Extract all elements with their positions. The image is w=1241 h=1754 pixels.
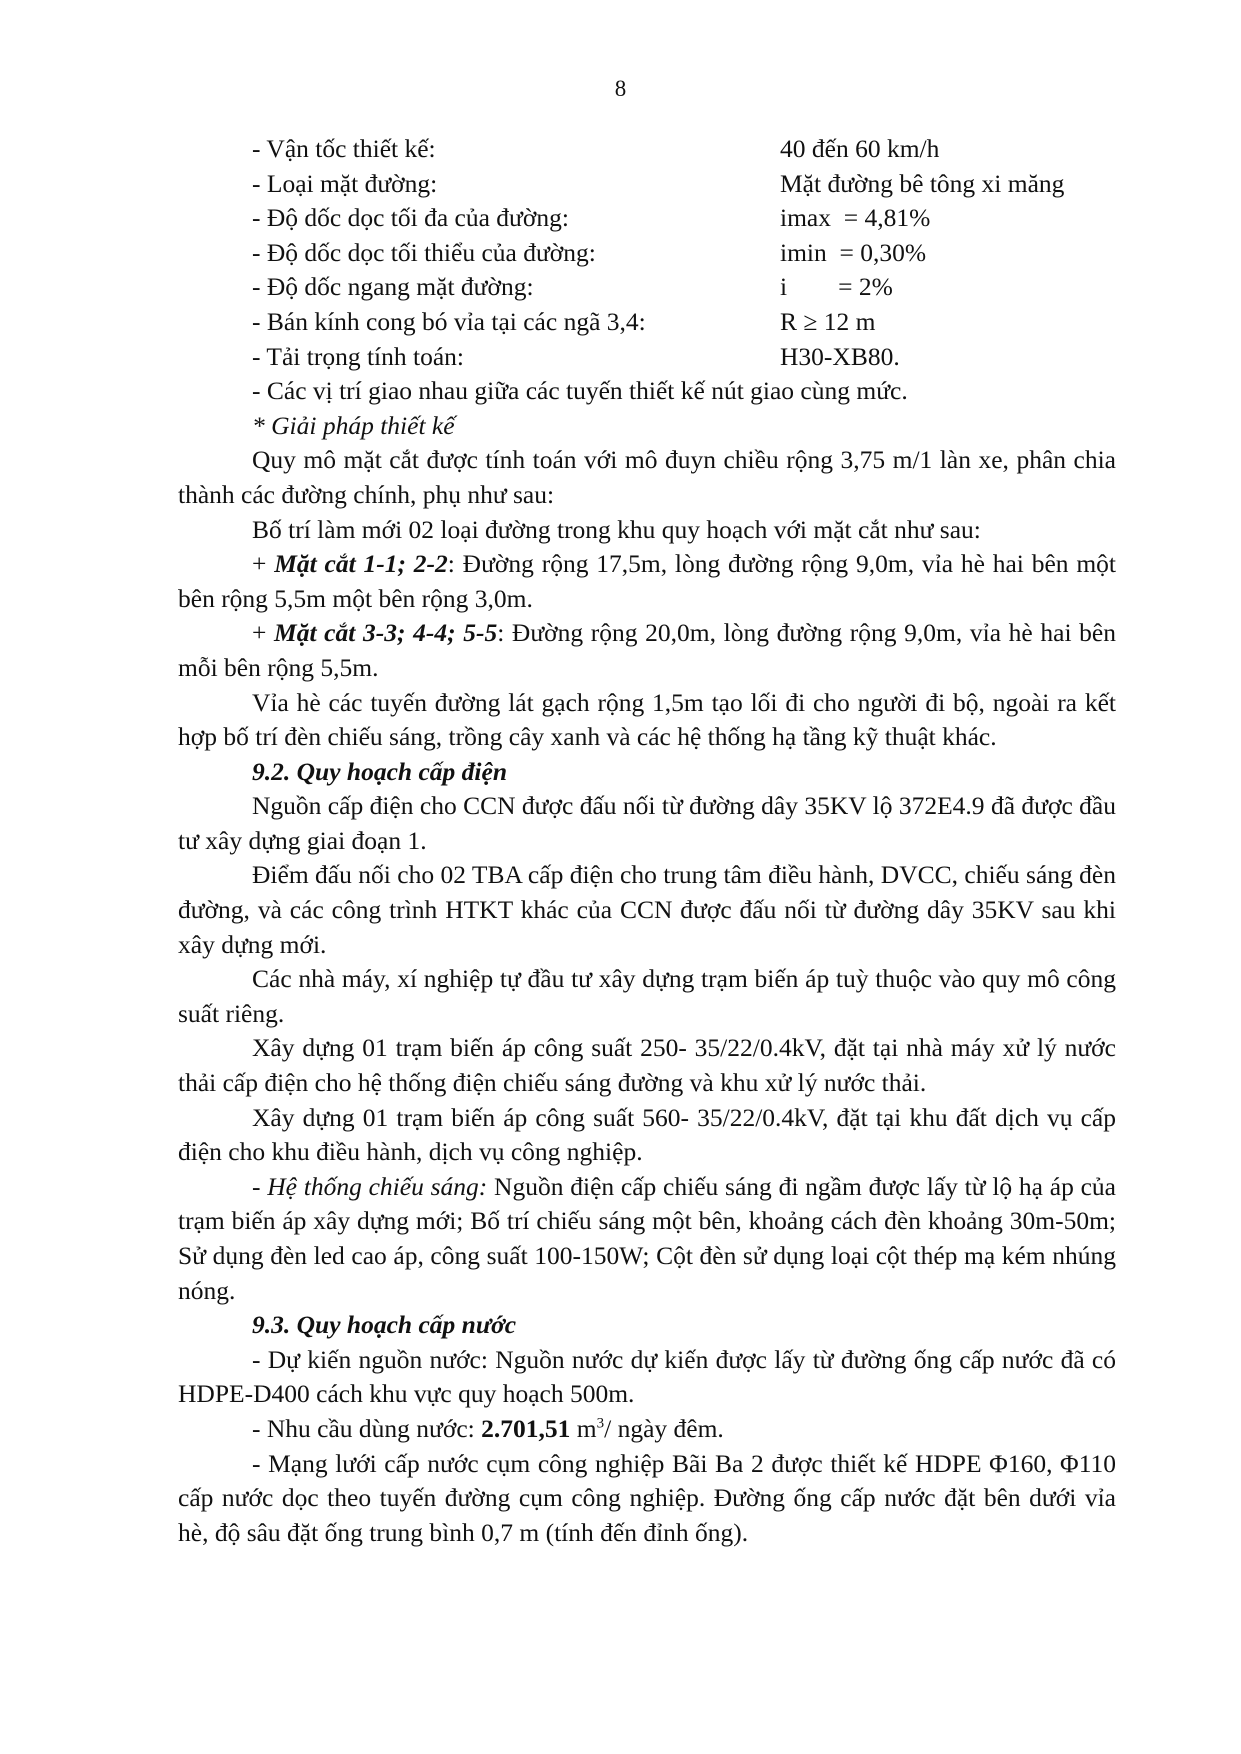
spec-label: - Vận tốc thiết kế: xyxy=(252,134,436,163)
spec-row xyxy=(252,305,1116,340)
spec-row xyxy=(252,340,1116,375)
spec-label: - Độ dốc dọc tối đa của đường: xyxy=(252,203,569,233)
design-solution-heading: * Giải pháp thiết kế xyxy=(252,410,455,440)
spec-row xyxy=(252,236,1116,271)
heading-power: 9.2. Quy hoạch cấp điện xyxy=(252,756,507,786)
paragraph-section-b xyxy=(178,616,1116,685)
section-a-title: Mặt cắt 1-1; 2-2 xyxy=(274,549,448,579)
spec-row xyxy=(252,270,1116,305)
section-b-prefix: + xyxy=(252,618,275,648)
paragraph-layout: Bố trí làm mới 02 loại đường trong khu quy hoạch với mặt cắt như sau: xyxy=(252,514,981,544)
spec-label: - Bán kính cong bó vỉa tại các ngã 3,4: xyxy=(252,306,646,336)
spec-value: H30-XB80. xyxy=(780,341,900,371)
paragraph-power-4: Xây dựng 01 trạm biến áp công suất 250- 35/22/0.4kV, đặt tại nhà máy xử lý nước thải cấp điện cho hệ thống điện chiếu sáng đường và khu xử lý nước thải. xyxy=(178,1033,1116,1098)
spec-label: - Độ dốc ngang mặt đường: xyxy=(252,272,534,302)
paragraph-section-a xyxy=(178,547,1116,616)
paragraph-power-2: Điểm đấu nối cho 02 TBA cấp điện cho trung tâm điều hành, DVCC, chiếu sáng đèn đường, và các công trình HTKT khác của CCN được đấu nối từ đường dây 35KV sau khi xây dựng mới. xyxy=(178,860,1116,959)
paragraph-lighting xyxy=(178,1170,1116,1308)
spec-row xyxy=(252,201,1116,236)
heading-water: 9.3. Quy hoạch cấp nước xyxy=(252,1310,517,1340)
water-demand-suffix: / ngày đêm. xyxy=(604,1413,724,1443)
spec-row xyxy=(252,167,1116,202)
spec-row xyxy=(252,132,1116,167)
water-demand-sup: 3 xyxy=(596,1415,605,1432)
document-body xyxy=(178,132,1116,1550)
intersection-note: - Các vị trí giao nhau giữa các tuyến thiết kế nút giao cùng mức. xyxy=(252,376,908,406)
spec-label: - Tải trọng tính toán: xyxy=(252,341,464,371)
paragraph-water-1: - Dự kiến nguồn nước: Nguồn nước dự kiến được lấy từ đường ống cấp nước đã có HDPE-D400 cách khu vực quy hoạch 500m. xyxy=(178,1344,1116,1409)
section-a-text: : Đường rộng 17,5m, lòng đường rộng 9,0m, vỉa hè hai bên một bên rộng 5,5m một bên rộng 3,0m. xyxy=(178,549,1116,613)
section-b-title: Mặt cắt 3-3; 4-4; 5-5 xyxy=(274,618,498,648)
paragraph-power-5: Xây dựng 01 trạm biến áp công suất 560- 35/22/0.4kV, đặt tại khu đất dịch vụ cấp điện cho khu điều hành, dịch vụ công nghiệp. xyxy=(178,1102,1116,1167)
lighting-label: - Hệ thống chiếu sáng: xyxy=(252,1171,488,1201)
spec-label: - Độ dốc dọc tối thiểu của đường: xyxy=(252,237,596,267)
paragraph-power-3: Các nhà máy, xí nghiệp tự đầu tư xây dựng trạm biến áp tuỳ thuộc vào quy mô công suất riêng. xyxy=(178,964,1116,1028)
paragraph-scale: Quy mô mặt cắt được tính toán với mô đuyn chiều rộng 3,75 m/1 làn xe, phân chia thành các đường chính, phụ như sau: xyxy=(178,445,1116,509)
paragraph-water-3: - Mạng lưới cấp nước cụm công nghiệp Bãi Ba 2 được thiết kế HDPE Φ160, Φ110 cấp nước dọc theo tuyến đường cụm công nghiệp. Đường ống cấp nước đặt bên dưới vỉa hè, độ sâu đặt ống trung bình 0,7 m (tính đến đỉnh ống). xyxy=(178,1448,1116,1547)
spec-value: imax = 4,81% xyxy=(780,203,931,233)
spec-value: i = 2% xyxy=(780,272,893,302)
lighting-text: Nguồn điện cấp chiếu sáng đi ngầm được lấy từ lộ hạ áp của trạm biến áp xây dựng mới; Bố trí chiếu sáng một bên, khoảng cách đèn khoảng 30m-50m; Sử dụng đèn led cao áp, công suất 100-150W; Cột đèn sử dụng loại cột thép mạ kém nhúng nóng. xyxy=(178,1171,1116,1305)
spec-label: - Loại mặt đường: xyxy=(252,168,438,198)
water-demand-label: - Nhu cầu dùng nước: xyxy=(252,1413,482,1443)
spec-value: R ≥ 12 m xyxy=(780,306,876,336)
paragraph-sidewalk: Vỉa hè các tuyến đường lát gạch rộng 1,5m tạo lối đi cho người đi bộ, ngoài ra kết hợp bố trí đèn chiếu sáng, trồng cây xanh và các hệ thống hạ tầng kỹ thuật khác. xyxy=(178,687,1116,752)
paragraph-water-demand xyxy=(178,1412,1116,1447)
page-number: 8 xyxy=(614,76,627,101)
water-demand-unit: m xyxy=(570,1413,597,1443)
spec-value: imin = 0,30% xyxy=(780,237,927,267)
spec-value: 40 đến 60 km/h xyxy=(780,134,940,163)
spec-value: Mặt đường bê tông xi măng xyxy=(780,168,1065,198)
paragraph-power-1: Nguồn cấp điện cho CCN được đấu nối từ đường dây 35KV lộ 372E4.9 đã được đầu tư xây dựng giai đoạn 1. xyxy=(178,791,1116,855)
section-a-prefix: + xyxy=(252,549,275,579)
section-b-text: : Đường rộng 20,0m, lòng đường rộng 9,0m, vỉa hè hai bên mỗi bên rộng 5,5m. xyxy=(178,618,1116,682)
water-demand-value: 2.701,51 xyxy=(481,1413,571,1443)
